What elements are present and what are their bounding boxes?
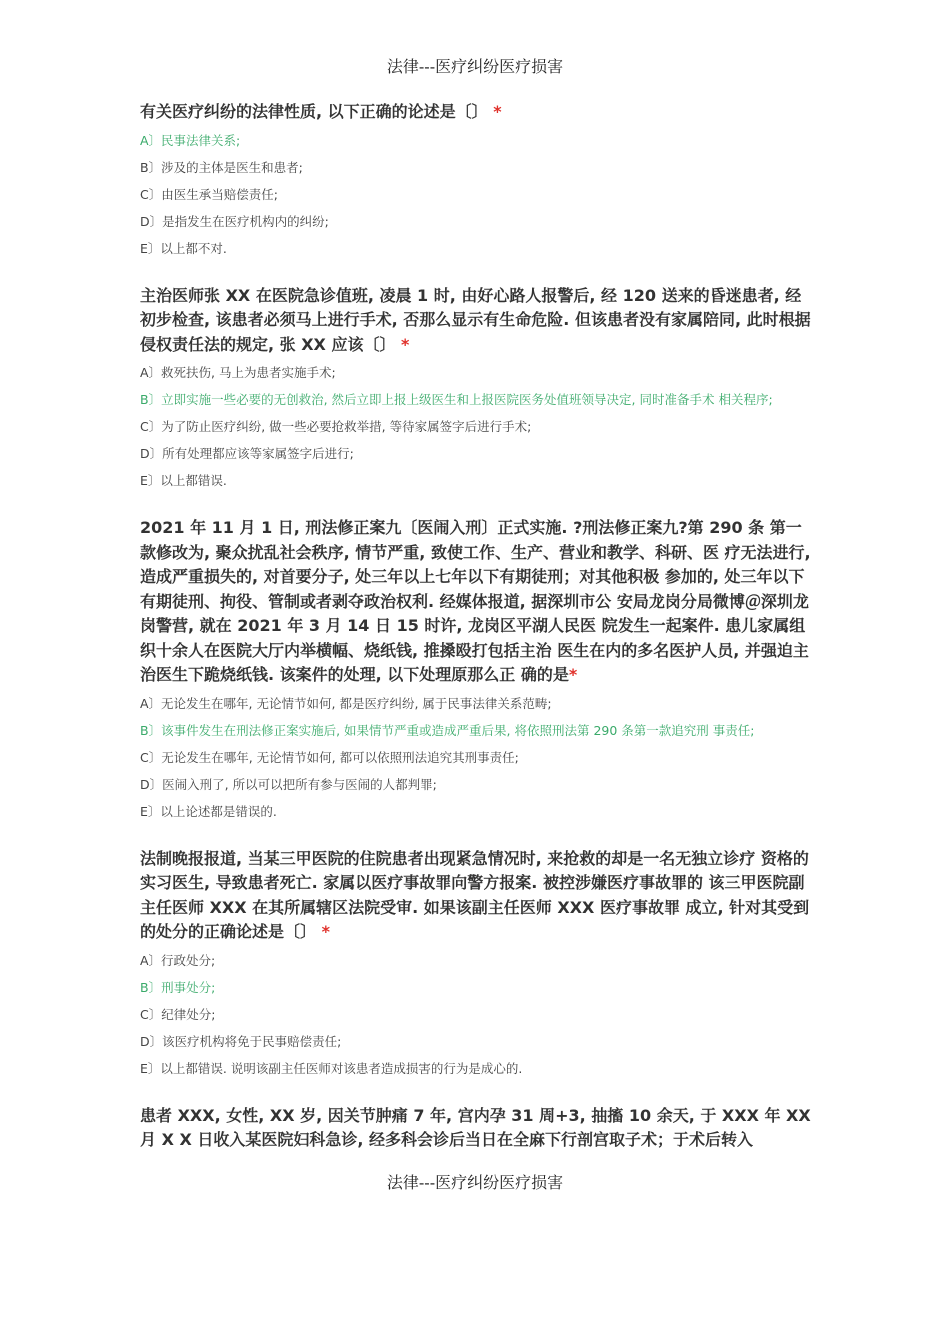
question-title: 法制晚报报道, 当某三甲医院的住院患者出现紧急情况时, 来抢救的却是一名无独立诊疗 资格的实习医生, 导致患者死亡. 家属以医疗事故罪向警方报案. 被控涉嫌医疗事故罪的 该三甲医院副主任医师 XXX 在其所属辖区法院受审. 如果该副主任医师 XXX 医疗事故罪 成立, 针对其受到的处分的正确论述是〔〕 *: [140, 848, 810, 941]
option-d[interactable]: D〕医闹入刑了, 所以可以把所有参与医闹的人都判罪;: [140, 776, 437, 792]
option-b[interactable]: B〕立即实施一些必要的无创救治, 然后立即上报上级医生和上报医院医务处值班领导决定, 同时准备手术 相关程序;: [140, 392, 773, 407]
option-e[interactable]: E〕以上都错误.: [140, 473, 227, 488]
option-b[interactable]: B〕该事件发生在刑法修正案实施后, 如果情节严重或造成严重后果, 将依照刑法第 290 条第一款追究刑 事责任;: [140, 722, 755, 738]
required-mark: *: [568, 665, 578, 684]
option-a[interactable]: A〕民事法律关系;: [140, 132, 241, 148]
option-a[interactable]: A〕行政处分;: [140, 952, 216, 968]
question-4: [140, 847, 816, 1082]
question-list: [140, 100, 816, 1175]
option-c[interactable]: C〕纪律处分;: [140, 1006, 216, 1022]
option-b[interactable]: B〕涉及的主体是医生和患者;: [140, 159, 303, 175]
question-title: 2021 年 11 月 1 日, 刑法修正案九〔医闹入刑〕正式实施. ?刑法修正案九?第 290 条 第一款修改为, 聚众扰乱社会秩序, 情节严重, 致使工作、生产、营业和教学、科研、医 疗无法进行, 造成严重损失的, 对首要分子, 处三年以上七年以下有期徒刑；对其他积极 参加的, 处三年以下有期徒刑、拘役、管制或者剥夺政治权利. 经媒体报道, 据深圳市公 安局龙岗分局微博＠深圳龙岗警营, 就在 2021 年 3 月 14 日 15 时许, 龙岗区平湖人民医 院发生一起案件. 患儿家属组织十余人在医院大厅内举横幅、烧纸钱, 推搡殴打包括主治 医生在内的多名医护人员, 并强迫主治医生下跪烧纸钱. 该案件的处理, 以下处理原那么正 确的是*: [140, 518, 811, 684]
option-c[interactable]: C〕无论发生在哪年, 无论情节如何, 都可以依照刑法追究其刑事责任;: [140, 749, 519, 765]
option-b[interactable]: B〕刑事处分;: [140, 979, 216, 995]
question-1: [140, 100, 816, 262]
option-e[interactable]: E〕以上都错误. 说明该副主任医师对该患者造成损害的行为是成心的.: [140, 1060, 523, 1076]
page-footer: 法律---医疗纠纷医疗损害: [386, 1173, 564, 1192]
option-a[interactable]: A〕无论发生在哪年, 无论情节如何, 都是医疗纠纷, 属于民事法律关系范畴;: [140, 695, 552, 711]
required-mark: *: [321, 922, 330, 941]
question-3: [140, 516, 816, 825]
option-d[interactable]: D〕所有处理都应该等家属签字后进行;: [140, 446, 354, 461]
required-mark: *: [493, 102, 502, 121]
option-e[interactable]: E〕以上都不对.: [140, 240, 227, 256]
question-2: [140, 284, 816, 495]
required-mark: *: [401, 334, 410, 354]
option-c[interactable]: C〕为了防止医疗纠纷, 做一些必要抢救举措, 等待家属签字后进行手术;: [140, 419, 532, 434]
question-title: 主治医师张 XX 在医院急诊值班, 凌晨 1 时, 由好心路人报警后, 经 120 送来的昏迷患者, 经初步检查, 该患者必须马上进行手术, 否那么显示有生命危险. 但该患者没有家属陪同, 此时根据侵权责任法的规定, 张 XX 应该〔〕 *: [140, 285, 811, 354]
question-title: 有关医疗纠纷的法律性质, 以下正确的论述是〔〕 *: [140, 102, 502, 121]
option-d[interactable]: D〕该医疗机构将免于民事赔偿责任;: [140, 1033, 342, 1049]
option-e[interactable]: E〕以上论述都是错误的.: [140, 803, 277, 819]
question-title: 患者 XXX, 女性, XX 岁, 因关节肿痛 7 年, 宫内孕 31 周+3, 抽搐 10 余天, 于 XXX 年 XX 月 X X 日收入某医院妇科急诊, 经多科会诊后当日在全麻下行剖宫取子术；于术后转入: [140, 1105, 811, 1149]
option-a[interactable]: A〕救死扶伤, 马上为患者实施手术;: [140, 365, 336, 380]
page-header: 法律---医疗纠纷医疗损害: [386, 57, 564, 76]
question-5: [140, 1104, 816, 1153]
option-c[interactable]: C〕由医生承当赔偿责任;: [140, 186, 278, 202]
option-d[interactable]: D〕是指发生在医疗机构内的纠纷;: [140, 213, 329, 229]
